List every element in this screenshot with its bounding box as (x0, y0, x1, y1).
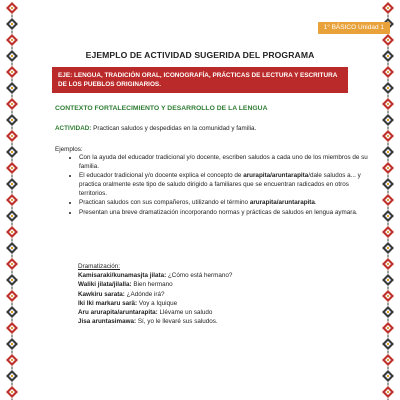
border-dot (11, 311, 13, 313)
border-dot (387, 375, 389, 377)
border-dot (387, 231, 389, 233)
border-dot (387, 359, 389, 361)
term-highlight: arurapita/aruntarapita (243, 172, 309, 180)
border-tick (12, 207, 13, 210)
border-dot (11, 247, 13, 249)
border-dot (11, 167, 13, 169)
border-dot (387, 311, 389, 313)
border-tick (12, 31, 13, 34)
border-tick (388, 111, 389, 114)
border-tick (12, 111, 13, 114)
examples-list (55, 154, 369, 219)
border-tick (12, 319, 13, 322)
border-tick (12, 255, 13, 258)
border-dot (387, 247, 389, 249)
border-tick (388, 79, 389, 82)
border-tick (12, 223, 13, 226)
border-dot (387, 71, 389, 73)
border-tick (12, 287, 13, 290)
border-dot (11, 279, 13, 281)
border-tick (388, 159, 389, 162)
border-tick (12, 95, 13, 98)
border-tick (12, 383, 13, 386)
border-tick (388, 207, 389, 210)
border-tick (388, 303, 389, 306)
border-dot (387, 7, 389, 9)
border-dot (387, 263, 389, 265)
border-dot (11, 7, 13, 9)
border-dot (11, 295, 13, 297)
border-dot (11, 135, 13, 137)
border-tick (12, 239, 13, 242)
border-dot (387, 183, 389, 185)
border-dot (387, 295, 389, 297)
border-tick (388, 255, 389, 258)
dialogue-line: Aru arurapita/aruntarapita: Llévame un saludo (78, 309, 213, 317)
border-tick (12, 335, 13, 338)
border-tick (388, 383, 389, 386)
list-item: • El educador tradicional y/o docente explica el concepto de arurapita/aruntarapita/dale saludos a... y practica oralmente este tipo de saludo dirigido a familiares que se encuentran radicados en otros territorios. (79, 172, 369, 198)
list-item: • Presentan una breve dramatización incorporando normas y prácticas de saludos en lengua aymara. (79, 209, 369, 218)
border-tick (12, 127, 13, 130)
border-tick (388, 239, 389, 242)
border-tick (388, 95, 389, 98)
border-tick (12, 351, 13, 354)
border-tick (12, 367, 13, 370)
border-tick (12, 79, 13, 82)
examples-label: Ejemplos: (55, 146, 83, 153)
dramatization-block (78, 262, 348, 326)
border-tick (12, 159, 13, 162)
border-dot (387, 327, 389, 329)
border-dot (11, 23, 13, 25)
dialogue-line: Jisa aruntasimawa: Sí, yo le llevaré sus saludos. (78, 318, 218, 326)
border-tick (12, 271, 13, 274)
border-dot (11, 119, 13, 121)
activity-text: Practican saludos y despedidas en la comunidad y familia. (93, 125, 257, 132)
border-dot (11, 71, 13, 73)
border-tick (388, 15, 389, 18)
border-dot (11, 343, 13, 345)
border-dot (11, 359, 13, 361)
dialogue-line: Kawkiru sarata: ¿Adónde irá? (78, 290, 165, 298)
border-tick (12, 191, 13, 194)
border-dot (11, 87, 13, 89)
border-dot (11, 375, 13, 377)
dialogue-line: Iki Iki markaru sarä: Voy a Iquique (78, 299, 178, 307)
border-tick (12, 143, 13, 146)
border-tick (12, 63, 13, 66)
activity-line (55, 125, 256, 132)
context-title: CONTEXTO FORTALECIMIENTO Y DESARROLLO DE LA LENGUA (55, 105, 268, 112)
dialogue-line: Kamisaraki/kunamasjta jilata: ¿Cómo está hermano? (78, 272, 233, 280)
border-dot (387, 39, 389, 41)
border-dot (11, 391, 13, 393)
border-dot (11, 215, 13, 217)
border-dot (11, 183, 13, 185)
border-tick (388, 127, 389, 130)
border-tick (388, 175, 389, 178)
border-dot (11, 151, 13, 153)
border-dot (11, 39, 13, 41)
page-title: EJEMPLO DE ACTIVIDAD SUGERIDA DEL PROGRAMA (85, 50, 315, 60)
border-dot (11, 327, 13, 329)
border-tick (388, 335, 389, 338)
list-item: • Practican saludos con sus compañeros, utilizando el término arurapita/aruntarapita. (79, 199, 369, 208)
border-dot (387, 87, 389, 89)
activity-label: ACTIVIDAD: (55, 125, 92, 132)
border-dot (387, 119, 389, 121)
border-dot (11, 199, 13, 201)
list-item: • Con la ayuda del educador tradicional y/o docente, escriben saludos a cada uno de los miembros de su familia. (79, 154, 369, 171)
term-highlight: arurapita/aruntarapita (249, 199, 315, 207)
border-dot (387, 279, 389, 281)
border-tick (388, 351, 389, 354)
axis-banner: EJE: LENGUA, TRADICIÓN ORAL, ICONOGRAFÍA, PRÁCTICAS DE LECTURA Y ESCRITURA DE LOS PUEBLOS ORIGINARIOS. (52, 67, 348, 93)
border-dot (11, 263, 13, 265)
border-dot (387, 391, 389, 393)
border-tick (388, 367, 389, 370)
border-tick (388, 287, 389, 290)
border-dot (387, 135, 389, 137)
border-dot (387, 343, 389, 345)
border-dot (387, 167, 389, 169)
border-dot (11, 103, 13, 105)
border-tick (12, 303, 13, 306)
border-tick (388, 271, 389, 274)
border-tick (12, 15, 13, 18)
border-dot (387, 103, 389, 105)
border-dot (11, 231, 13, 233)
dialogue-line: Waliki jilata/jilalla: Bien hermano (78, 281, 173, 289)
border-dot (387, 215, 389, 217)
border-tick (388, 319, 389, 322)
right-decorative-border (380, 0, 396, 400)
dramatization-label: Dramatización: (78, 263, 120, 270)
grade-unit-badge: 1° BÁSICO Unidad 1 (318, 22, 390, 34)
border-tick (388, 191, 389, 194)
border-tick (12, 175, 13, 178)
border-dot (387, 199, 389, 201)
border-dot (387, 151, 389, 153)
border-tick (388, 63, 389, 66)
border-tick (388, 143, 389, 146)
left-decorative-border (4, 0, 20, 400)
border-tick (388, 223, 389, 226)
